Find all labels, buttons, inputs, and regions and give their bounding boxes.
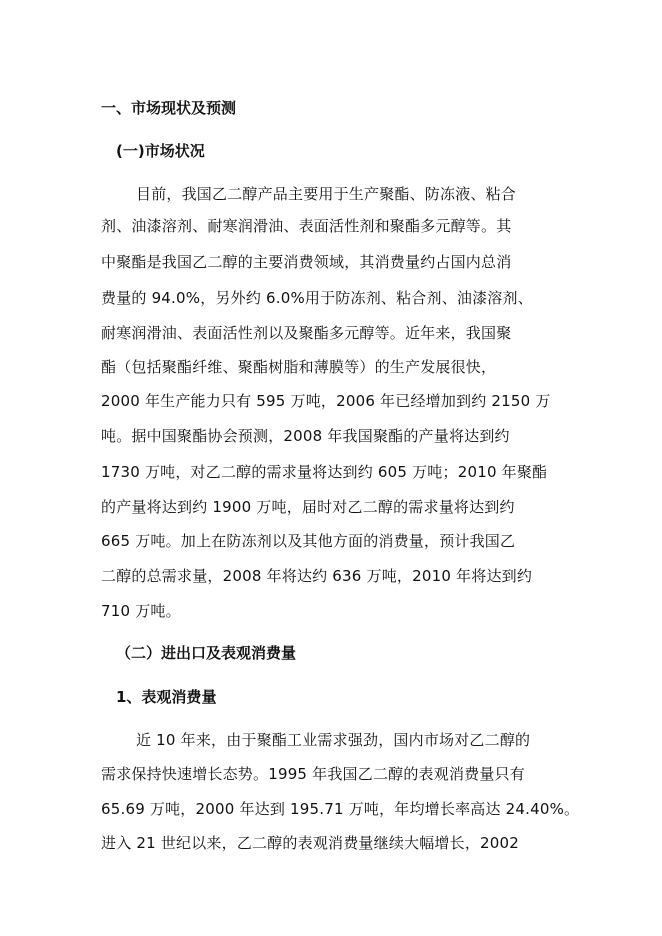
paragraph-1-line-3: 中聚酯是我国乙二醇的主要消费领域，其消费量约占国内总消	[101, 253, 512, 271]
paragraph-1-line-13: 710 万吨。	[101, 602, 181, 620]
paragraph-1-line-5: 耐寒润滑油、表面活性剂以及聚酯多元醇等。近年来，我国聚	[101, 324, 512, 342]
paragraph-1-line-2: 剂、油漆溶剂、耐寒润滑油、表面活性剂和聚酯多元醇等。其	[101, 217, 512, 235]
paragraph-1-line-4: 费量的 94.0%，另外约 6.0%用于防冻剂、粘合剂、油漆溶剂、	[101, 289, 533, 307]
subsection-heading-market-status: (一)市场状况	[116, 142, 205, 160]
paragraph-2-line-1: 近 10 年来，由于聚酯工业需求强劲，国内市场对乙二醇的	[136, 731, 531, 749]
paragraph-1-line-8: 吨。据中国聚酯协会预测，2008 年我国聚酯的产量将达到约	[101, 427, 510, 445]
paragraph-2-line-2: 需求保持快速增长态势。1995 年我国乙二醇的表观消费量只有	[101, 765, 525, 783]
paragraph-1-line-1: 目前，我国乙二醇产品主要用于生产聚酯、防冻液、粘合	[136, 185, 517, 203]
subsection-heading-import-export: （二）进出口及表观消费量	[116, 644, 297, 662]
paragraph-2-line-3: 65.69 万吨，2000 年达到 195.71 万吨，年均增长率高达 24.40%。	[101, 800, 580, 818]
paragraph-1-line-9: 1730 万吨，对乙二醇的需求量将达到约 605 万吨；2010 年聚酯	[101, 463, 548, 481]
paragraph-1-line-6: 酯（包括聚酯纤维、聚酯树脂和薄膜等）的生产发展很快，	[101, 358, 497, 376]
paragraph-1-line-7: 2000 年生产能力只有 595 万吨，2006 年已经增加到约 2150 万	[101, 392, 551, 410]
paragraph-1-line-12: 二醇的总需求量，2008 年将达约 636 万吨，2010 年将达到约	[101, 567, 533, 585]
paragraph-1-line-11: 665 万吨。加上在防冻剂以及其他方面的消费量，预计我国乙	[101, 532, 516, 550]
paragraph-1-line-10: 的产量将达到约 1900 万吨，届时对乙二醇的需求量将达到约	[101, 498, 515, 516]
paragraph-2-line-4: 进入 21 世纪以来，乙二醇的表观消费量继续大幅增长，2002	[101, 834, 519, 852]
subsection-heading-apparent-consumption: 1、表观消费量	[116, 688, 217, 706]
section-heading-market: 一、市场现状及预测	[101, 99, 237, 117]
